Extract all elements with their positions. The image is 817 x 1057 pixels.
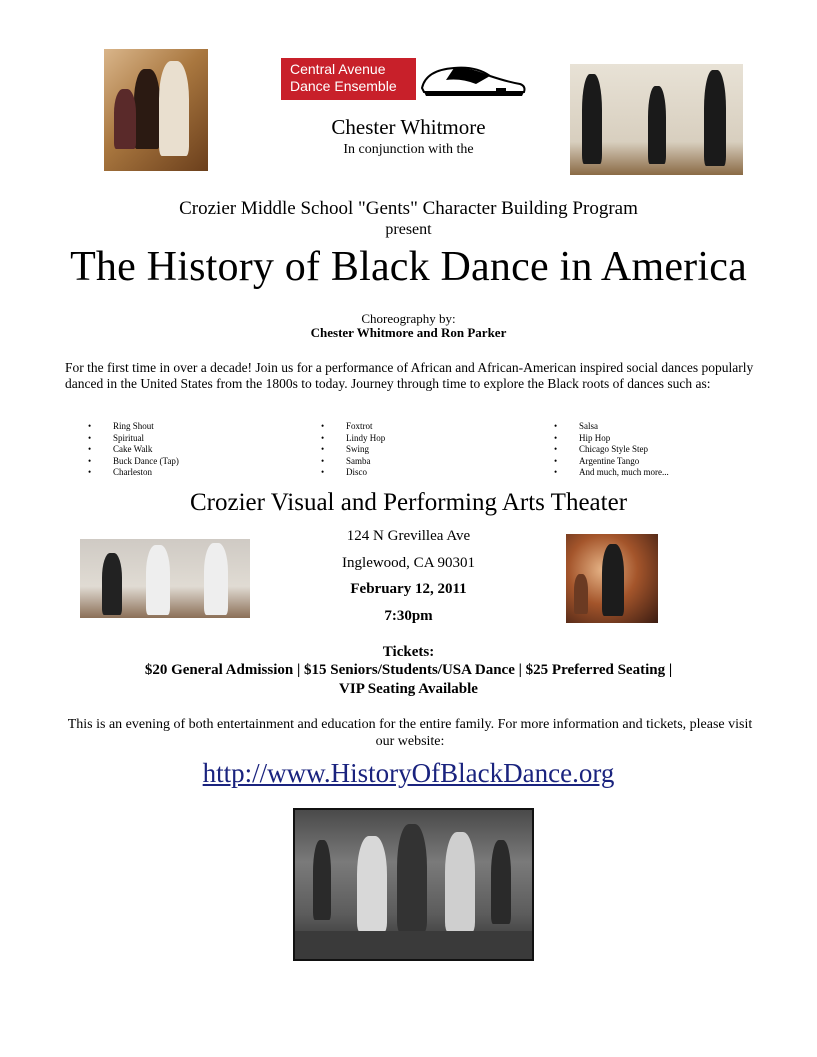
present-text: present: [385, 221, 432, 238]
choreography-label: Choreography by:: [361, 311, 456, 326]
website-link[interactable]: http://www.HistoryOfBlackDance.org: [202, 758, 615, 788]
venue-city: Inglewood, CA 90301: [342, 555, 475, 571]
tickets-heading: Tickets:: [382, 644, 435, 660]
event-time: 7:30pm: [384, 608, 433, 624]
event-title: The History of Black Dance in America: [70, 244, 747, 290]
list-item: • Chicago Style Step: [554, 444, 669, 456]
dance-list-1: [88, 421, 179, 479]
dance-list-3: [554, 421, 669, 479]
logo-line-1: Central Avenue: [290, 61, 386, 77]
historical-dance-photo: [293, 808, 534, 961]
choreographer-names: Chester Whitmore and Ron Parker: [310, 325, 507, 340]
list-item: • And much, much more...: [554, 467, 669, 479]
info-paragraph: This is an evening of both entertainment and education for the entire family. For more information and tickets, please visit our website:: [67, 717, 753, 749]
intro-paragraph: For the first time in over a decade! Join us for a performance of African and African-American inspired social dances popularly danced in the United States from the 1800s to today. Journey through time to explore the Black roots of dances such as:: [65, 360, 754, 391]
ticket-prices: $20 General Admission | $15 Seniors/Students/USA Dance | $25 Preferred Seating |: [144, 662, 673, 678]
program-name: Crozier Middle School "Gents" Character Building Program: [179, 198, 638, 219]
venue-name: Crozier Visual and Performing Arts Theater: [189, 489, 628, 516]
central-avenue-logo: [281, 58, 528, 100]
list-item: • Ring Shout: [88, 421, 179, 433]
list-item: • Buck Dance (Tap): [88, 456, 179, 468]
list-item: • Argentine Tango: [554, 456, 669, 468]
list-item: • Cake Walk: [88, 444, 179, 456]
list-item: • Samba: [321, 456, 385, 468]
dance-list-2: [321, 421, 385, 479]
logo-line-2: Dance Ensemble: [290, 78, 397, 94]
cane-dancers-photo: [80, 539, 250, 618]
list-item: • Disco: [321, 467, 385, 479]
event-date: February 12, 2011: [350, 581, 467, 597]
list-item: • Lindy Hop: [321, 433, 385, 445]
website-container: [0, 758, 817, 789]
list-item: • Charleston: [88, 467, 179, 479]
list-item: • Foxtrot: [321, 421, 385, 433]
vip-seating: VIP Seating Available: [339, 681, 478, 697]
presenter-name: Chester Whitmore: [331, 115, 486, 139]
list-item: • Salsa: [554, 421, 669, 433]
list-item: • Hip Hop: [554, 433, 669, 445]
conjunction-text: In conjunction with the: [343, 142, 474, 157]
shoe-icon: [416, 58, 528, 100]
stage-dancer-photo: [566, 534, 658, 623]
list-item: • Spiritual: [88, 433, 179, 445]
venue-street: 124 N Grevillea Ave: [346, 528, 471, 544]
list-item: • Swing: [321, 444, 385, 456]
